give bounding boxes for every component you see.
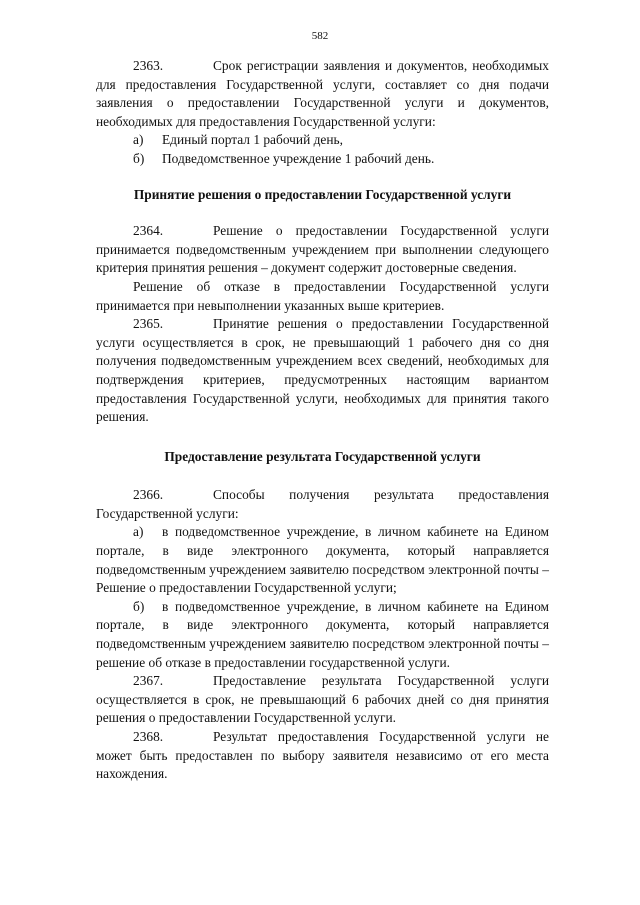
- paragraph-number: 2365.: [133, 316, 164, 332]
- paragraph-text: Принятие решения о предоставлении Государственной услуги осуществляется в срок, не превышающий 1 рабочего дня со дня получения подведомственным учреждением всех сведений, необходимых для подтверждения критериев, предусмотренных настоящим вариантом предоставления Государственной услуги, необходимых для принятия такого решения.: [96, 316, 549, 425]
- list-item-letter: а): [133, 524, 144, 540]
- paragraph-2368: [96, 728, 549, 784]
- paragraph-2367: [96, 672, 549, 728]
- paragraph-number: 2367.: [133, 673, 164, 689]
- section-heading-decision: Принятие решения о предоставлении Государственной услуги: [133, 186, 512, 202]
- paragraph-refusal: Решение об отказе в предоставлении Государственной услуги принимается при невыполнении указанных выше критериев.: [96, 278, 549, 313]
- paragraph-text: Способы получения результата предоставления Государственной услуги:: [96, 487, 549, 521]
- paragraph-number: 2364.: [133, 223, 164, 239]
- list-item-text: в подведомственное учреждение, в личном кабинете на Едином портале, в виде электронного документа, который направляется подведомственным учреждением заявителю посредством электронной почты – Решение о предоставлении Государственной услуги;: [96, 524, 549, 596]
- list-item: [96, 150, 549, 169]
- list-item-text: в подведомственное учреждение, в личном кабинете на Едином портале, в виде электронного документа, который направляется подведомственным учреждением заявителю посредством электронной почты – решение об отказе в предоставлении государственной услуги.: [96, 598, 549, 670]
- paragraph-2364: [96, 222, 549, 278]
- document-body: [96, 57, 549, 784]
- list-item-text: Единый портал 1 рабочий день,: [162, 132, 343, 148]
- section-heading-result: Предоставление результата Государственной услуги: [164, 448, 481, 464]
- list-item-text: Подведомственное учреждение 1 рабочий день.: [162, 150, 435, 166]
- paragraph-2365: [96, 315, 549, 427]
- list-item-letter: а): [133, 132, 144, 148]
- list-item-letter: б): [133, 150, 145, 166]
- paragraph-number: 2363.: [133, 58, 164, 73]
- list-item: [96, 598, 549, 672]
- paragraph-2363: [96, 57, 549, 131]
- paragraph-2366: [96, 486, 549, 523]
- paragraph-text: Предоставление результата Государственной услуги осуществляется в срок, не превышающий 6 рабочих дней со дня принятия решения о предоставлении Государственной услуги.: [96, 673, 549, 726]
- page-number: 582: [311, 30, 329, 42]
- paragraph-number: 2366.: [133, 487, 164, 503]
- paragraph-text: Решение о предоставлении Государственной услуги принимается подведомственным учреждением при выполнении следующего критерия принятия решения – документ содержит достоверные сведения.: [96, 223, 549, 276]
- list-item: [96, 131, 549, 150]
- paragraph-text: Результат предоставления Государственной услуги не может быть предоставлен по выбору заявителя независимо от его места нахождения.: [96, 729, 549, 782]
- paragraph-text: Срок регистрации заявления и документов, необходимых для предоставления Государственной услуги, составляет со дня подачи заявления о предоставлении Государственной услуги и документов, необходимых для предоставления Государственной услуги:: [96, 58, 549, 129]
- paragraph-number: 2368.: [133, 729, 164, 744]
- list-item: [96, 523, 549, 597]
- list-item-letter: б): [133, 598, 145, 614]
